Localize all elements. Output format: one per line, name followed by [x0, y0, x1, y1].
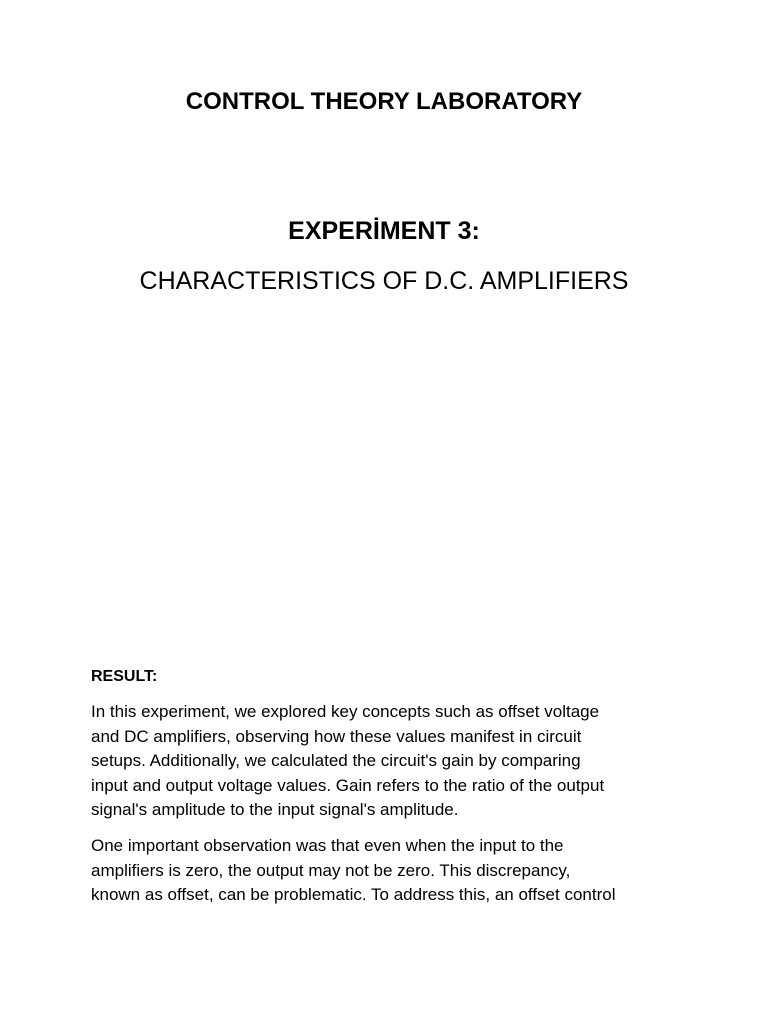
paragraph-line: known as offset, can be problematic. To address this, an offset control	[91, 885, 616, 904]
result-heading: RESULT:	[91, 668, 158, 685]
paragraph-line: In this experiment, we explored key concepts such as offset voltage	[91, 702, 600, 721]
result-paragraph-1	[91, 700, 691, 823]
paragraph-line: signal's amplitude to the input signal's amplitude.	[91, 800, 459, 819]
experiment-number: EXPERİMENT 3:	[288, 217, 480, 245]
result-paragraph-2	[91, 834, 691, 908]
paragraph-line: One important observation was that even when the input to the	[91, 836, 564, 855]
paragraph-line: input and output voltage values. Gain refers to the ratio of the output	[91, 775, 605, 795]
paragraph-line: and DC amplifiers, observing how these values manifest in circuit	[91, 726, 582, 746]
lab-title: CONTROL THEORY LABORATORY	[185, 88, 583, 115]
paragraph-line: setups. Additionally, we calculated the circuit's gain by comparing	[91, 751, 581, 770]
experiment-title: CHARACTERISTICS OF D.C. AMPLIFIERS	[139, 267, 629, 295]
paragraph-line: amplifiers is zero, the output may not be zero. This discrepancy,	[91, 860, 571, 880]
